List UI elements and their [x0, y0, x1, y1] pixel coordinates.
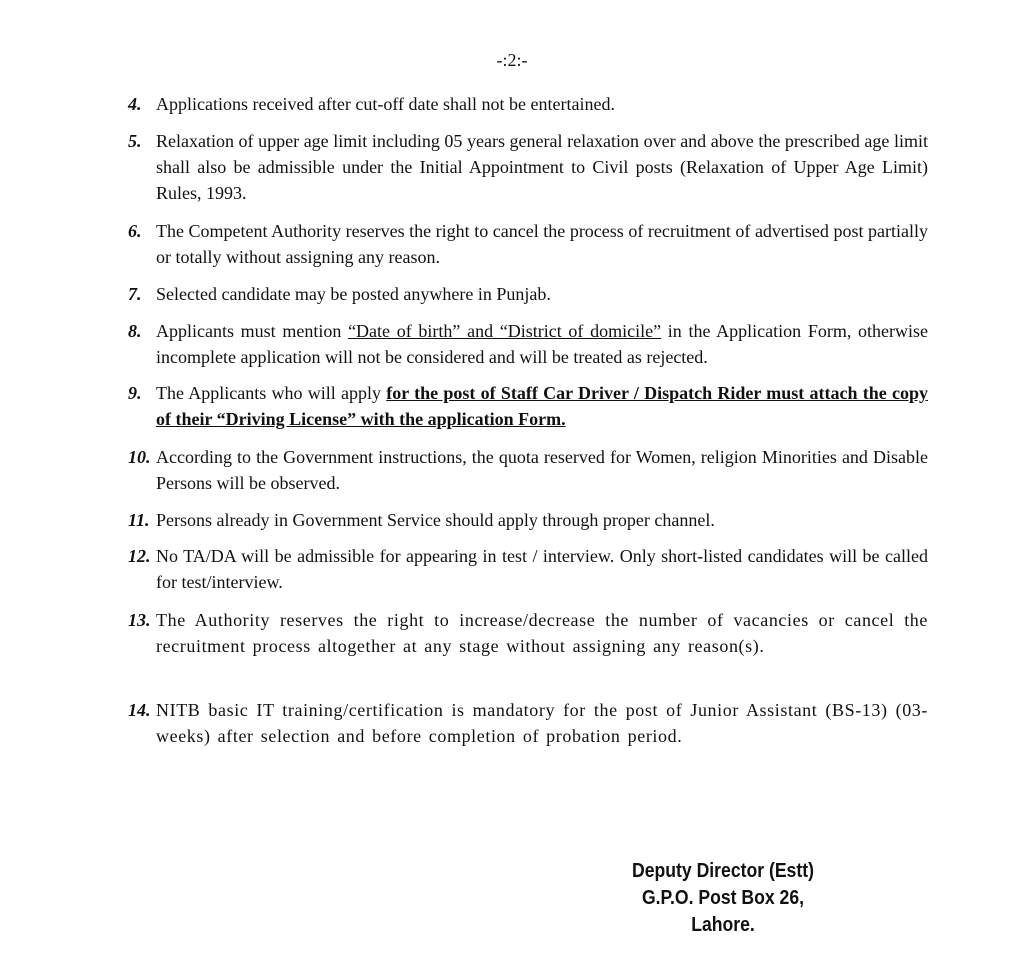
list-item: [128, 507, 928, 533]
list-item: [128, 543, 928, 595]
signature-address: G.P.O. Post Box 26,: [641, 887, 805, 909]
item-text: NITB basic IT training/certification is mandatory for the post of Junior Assistant (BS-13) (03-weeks) after selection and before completion of probation period.: [156, 700, 928, 746]
item-number: 11.: [128, 510, 150, 530]
item-number: 6.: [128, 221, 142, 241]
signature-city: Lahore.: [691, 914, 755, 936]
item-text-bold-underlined: for the post of Staff Car Driver / Dispatch Rider must attach the copy of their “Driving License” with the application Form.: [156, 383, 929, 429]
item-number: 13.: [128, 610, 151, 630]
item-number: 4.: [128, 94, 142, 114]
item-number: 12.: [128, 546, 151, 566]
item-number: 14.: [128, 700, 151, 720]
list-item: [128, 318, 928, 370]
signature-block: [615, 858, 831, 939]
item-text: No TA/DA will be admissible for appearing in test / interview. Only short-listed candidates will be called for test/interview.: [156, 546, 928, 592]
list-item: [128, 697, 928, 749]
item-text: Persons already in Government Service should apply through proper channel.: [156, 510, 715, 530]
item-text: [156, 380, 928, 432]
item-number: 9.: [128, 383, 142, 403]
item-text-underlined: “Date of birth” and “District of domicile”: [348, 321, 662, 341]
item-text: According to the Government instructions, the quota reserved for Women, religion Minorities and Disable Persons will be observed.: [156, 447, 928, 493]
item-text: The Competent Authority reserves the right to cancel the process of recruitment of advertised post partially or totally without assigning any reason.: [156, 221, 928, 267]
item-text: The Authority reserves the right to increase/decrease the number of vacancies or cancel the recruitment process altogether at any stage without assigning any reason(s).: [156, 610, 928, 656]
list-item: [128, 218, 928, 270]
item-number: 10.: [128, 447, 151, 467]
item-number: 7.: [128, 284, 142, 304]
signature-title: Deputy Director (Estt): [632, 860, 814, 882]
item-text: Applications received after cut-off date shall not be entertained.: [156, 94, 615, 114]
list-item: [128, 281, 928, 307]
list-item: [128, 91, 928, 117]
item-number: 8.: [128, 321, 142, 341]
list-item: [128, 607, 928, 659]
list-item: [128, 128, 928, 206]
item-text: Selected candidate may be posted anywhere in Punjab.: [156, 284, 551, 304]
item-text: Relaxation of upper age limit including 05 years general relaxation over and above the prescribed age limit shall also be admissible under the Initial Appointment to Civil posts (Relaxation of Upper Age Limit) Rules, 1993.: [156, 131, 928, 203]
item-text-plain: Applicants must mention: [156, 321, 349, 341]
list-item: [128, 380, 928, 432]
list-item: [128, 444, 928, 496]
page-number: -:2:-: [496, 50, 528, 70]
item-text-plain: The Applicants who will apply: [156, 383, 387, 403]
item-number: 5.: [128, 131, 142, 151]
item-text: [156, 318, 928, 370]
item-text-plain: in the Application Form, otherwise incomplete application will not be considered and will be treated as rejected.: [156, 321, 929, 367]
